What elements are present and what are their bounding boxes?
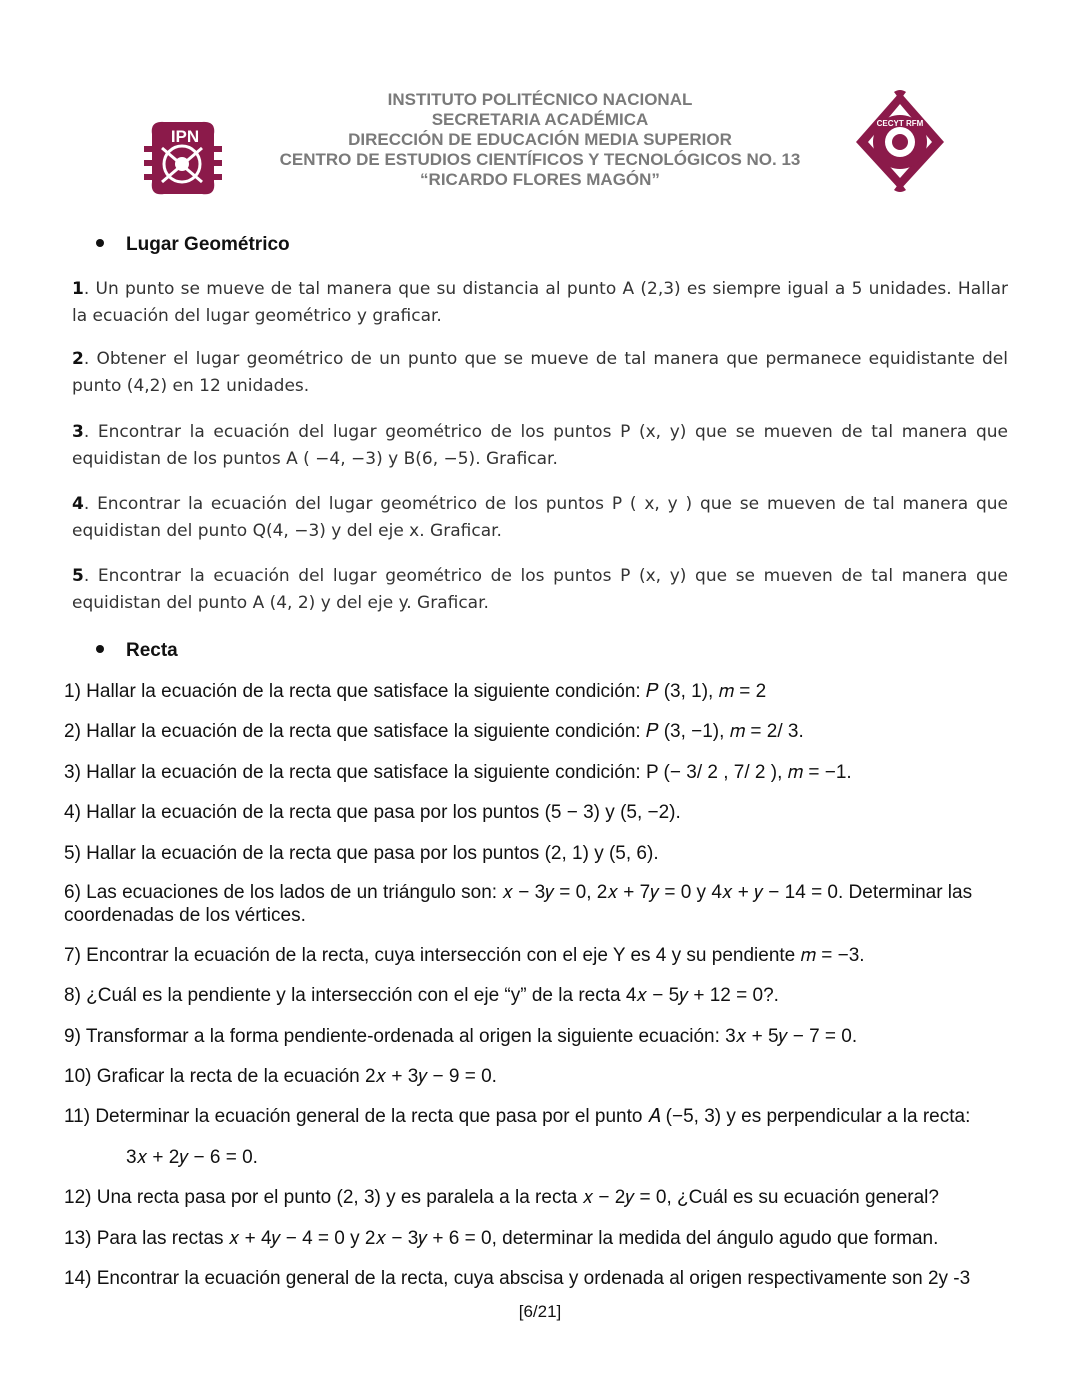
item-text: . Encontrar la ecuación del lugar geométrico de los puntos P (x, y) que se mueven de tal manera que equidistan de los puntos A ( −4, −3) y B(6, −5). Graficar. — [72, 422, 1008, 469]
bullet-icon — [96, 239, 104, 247]
item-number: 3 — [72, 422, 84, 442]
item-number: 2 — [72, 349, 84, 369]
recta-item-9: 9) Transformar a la forma pendiente-ordenada al origen la siguiente ecuación: 3𝑥 + 5𝑦 − 7 = 0. — [64, 1026, 858, 1047]
item-number: 5 — [72, 566, 84, 586]
ipn-logo-graphic — [142, 116, 224, 200]
ipn-logo-text: IPN — [170, 127, 200, 146]
section-title-recta — [96, 640, 178, 662]
section-title-text: Lugar Geométrico — [126, 234, 290, 255]
header-line-institution: INSTITUTO POLITÉCNICO NACIONAL — [387, 90, 693, 109]
recta-item-1: 1) Hallar la ecuación de la recta que satisface la siguiente condición: 𝑃 (3, 1), 𝑚 = 2 — [64, 681, 767, 702]
item-number: 1 — [72, 279, 84, 299]
bullet-icon — [96, 645, 104, 653]
cecyt-logo-graphic — [848, 90, 952, 194]
recta-item-4: 4) Hallar la ecuación de la recta que pasa por los puntos (5 − 3) y (5, −2). — [64, 802, 681, 823]
institution-header-text — [240, 90, 840, 190]
section-title-lugar-geometrico — [96, 234, 290, 256]
cecyt-logo-text: CECYT RFM — [876, 119, 924, 128]
lugar-geometrico-item-5 — [72, 563, 1008, 617]
item-number: 4 — [72, 494, 84, 514]
recta-item-11: 11) Determinar la ecuación general de la recta que pasa por el punto 𝐴 (−5, 3) y es perpendicular a la recta: — [64, 1106, 971, 1127]
item-text: . Obtener el lugar geométrico de un punto que se mueve de tal manera que permanece equidistante del punto (4,2) en 12 unidades. — [72, 349, 1008, 396]
header-line-secretaria: SECRETARIA ACADÉMICA — [431, 110, 649, 129]
recta-item-12: 12) Una recta pasa por el punto (2, 3) y es paralela a la recta 𝑥 − 2𝑦 = 0, ¿Cuál es su ecuación general? — [64, 1187, 939, 1208]
recta-item-7: 7) Encontrar la ecuación de la recta, cuya intersección con el eje Y es 4 y su pendiente 𝑚 = −3. — [64, 945, 865, 966]
page-number: [6/21] — [518, 1302, 562, 1321]
recta-item-11-equation: 3𝑥 + 2𝑦 − 6 = 0. — [126, 1147, 258, 1168]
ipn-logo — [142, 116, 224, 200]
item-text: . Encontrar la ecuación del lugar geométrico de los puntos P (x, y) que se mueven de tal manera que equidistan del punto A (4, 2) y del eje y. Graficar. — [72, 566, 1008, 613]
recta-item-13: 13) Para las rectas 𝑥 + 4𝑦 − 4 = 0 y 2𝑥 − 3𝑦 + 6 = 0, determinar la medida del ángulo agudo que forman. — [64, 1228, 939, 1249]
item-text: . Un punto se mueve de tal manera que su distancia al punto A (2,3) es siempre igual a 5 unidades. Hallar la ecuación del lugar geométrico y graficar. — [72, 279, 1008, 326]
document-header — [0, 88, 1080, 208]
lugar-geometrico-item-3 — [72, 419, 1008, 473]
cecyt-logo — [848, 90, 952, 194]
lugar-geometrico-item-1 — [72, 276, 1008, 330]
header-line-direccion: DIRECCIÓN DE EDUCACIÓN MEDIA SUPERIOR — [348, 130, 732, 149]
item-text: . Encontrar la ecuación del lugar geométrico de los puntos P ( x, y ) que se mueven de tal manera que equidistan del punto Q(4, −3) y del eje x. Graficar. — [72, 494, 1008, 541]
header-line-centro: CENTRO DE ESTUDIOS CIENTÍFICOS Y TECNOLÓGICOS NO. 13 — [279, 150, 801, 169]
header-line-nombre: “RICARDO FLORES MAGÓN” — [420, 170, 660, 189]
recta-item-14: 14) Encontrar la ecuación general de la recta, cuya abscisa y ordenada al origen respectivamente son 2y -3 — [64, 1268, 971, 1289]
recta-item-5: 5) Hallar la ecuación de la recta que pasa por los puntos (2, 1) y (5, 6). — [64, 843, 659, 864]
recta-item-10: 10) Graficar la recta de la ecuación 2𝑥 + 3𝑦 − 9 = 0. — [64, 1066, 497, 1087]
recta-item-2: 2) Hallar la ecuación de la recta que satisface la siguiente condición: 𝑃 (3, −1), 𝑚 = 2/ 3. — [64, 721, 804, 742]
recta-item-6: 6) Las ecuaciones de los lados de un triángulo son: 𝑥 − 3𝑦 = 0, 2𝑥 + 7𝑦 = 0 y 4𝑥 + 𝑦 − 14 = 0. Determinar las coordenadas de los vértices. — [64, 882, 973, 926]
recta-item-3: 3) Hallar la ecuación de la recta que satisface la siguiente condición: P (− 3/ 2 , 7/ 2 ), 𝑚 = −1. — [64, 762, 852, 783]
lugar-geometrico-item-2 — [72, 346, 1008, 400]
section-title-text: Recta — [126, 640, 178, 661]
recta-item-8: 8) ¿Cuál es la pendiente y la intersección con el eje “y” de la recta 4𝑥 − 5𝑦 + 12 = 0?. — [64, 985, 779, 1006]
lugar-geometrico-item-4 — [72, 491, 1008, 545]
